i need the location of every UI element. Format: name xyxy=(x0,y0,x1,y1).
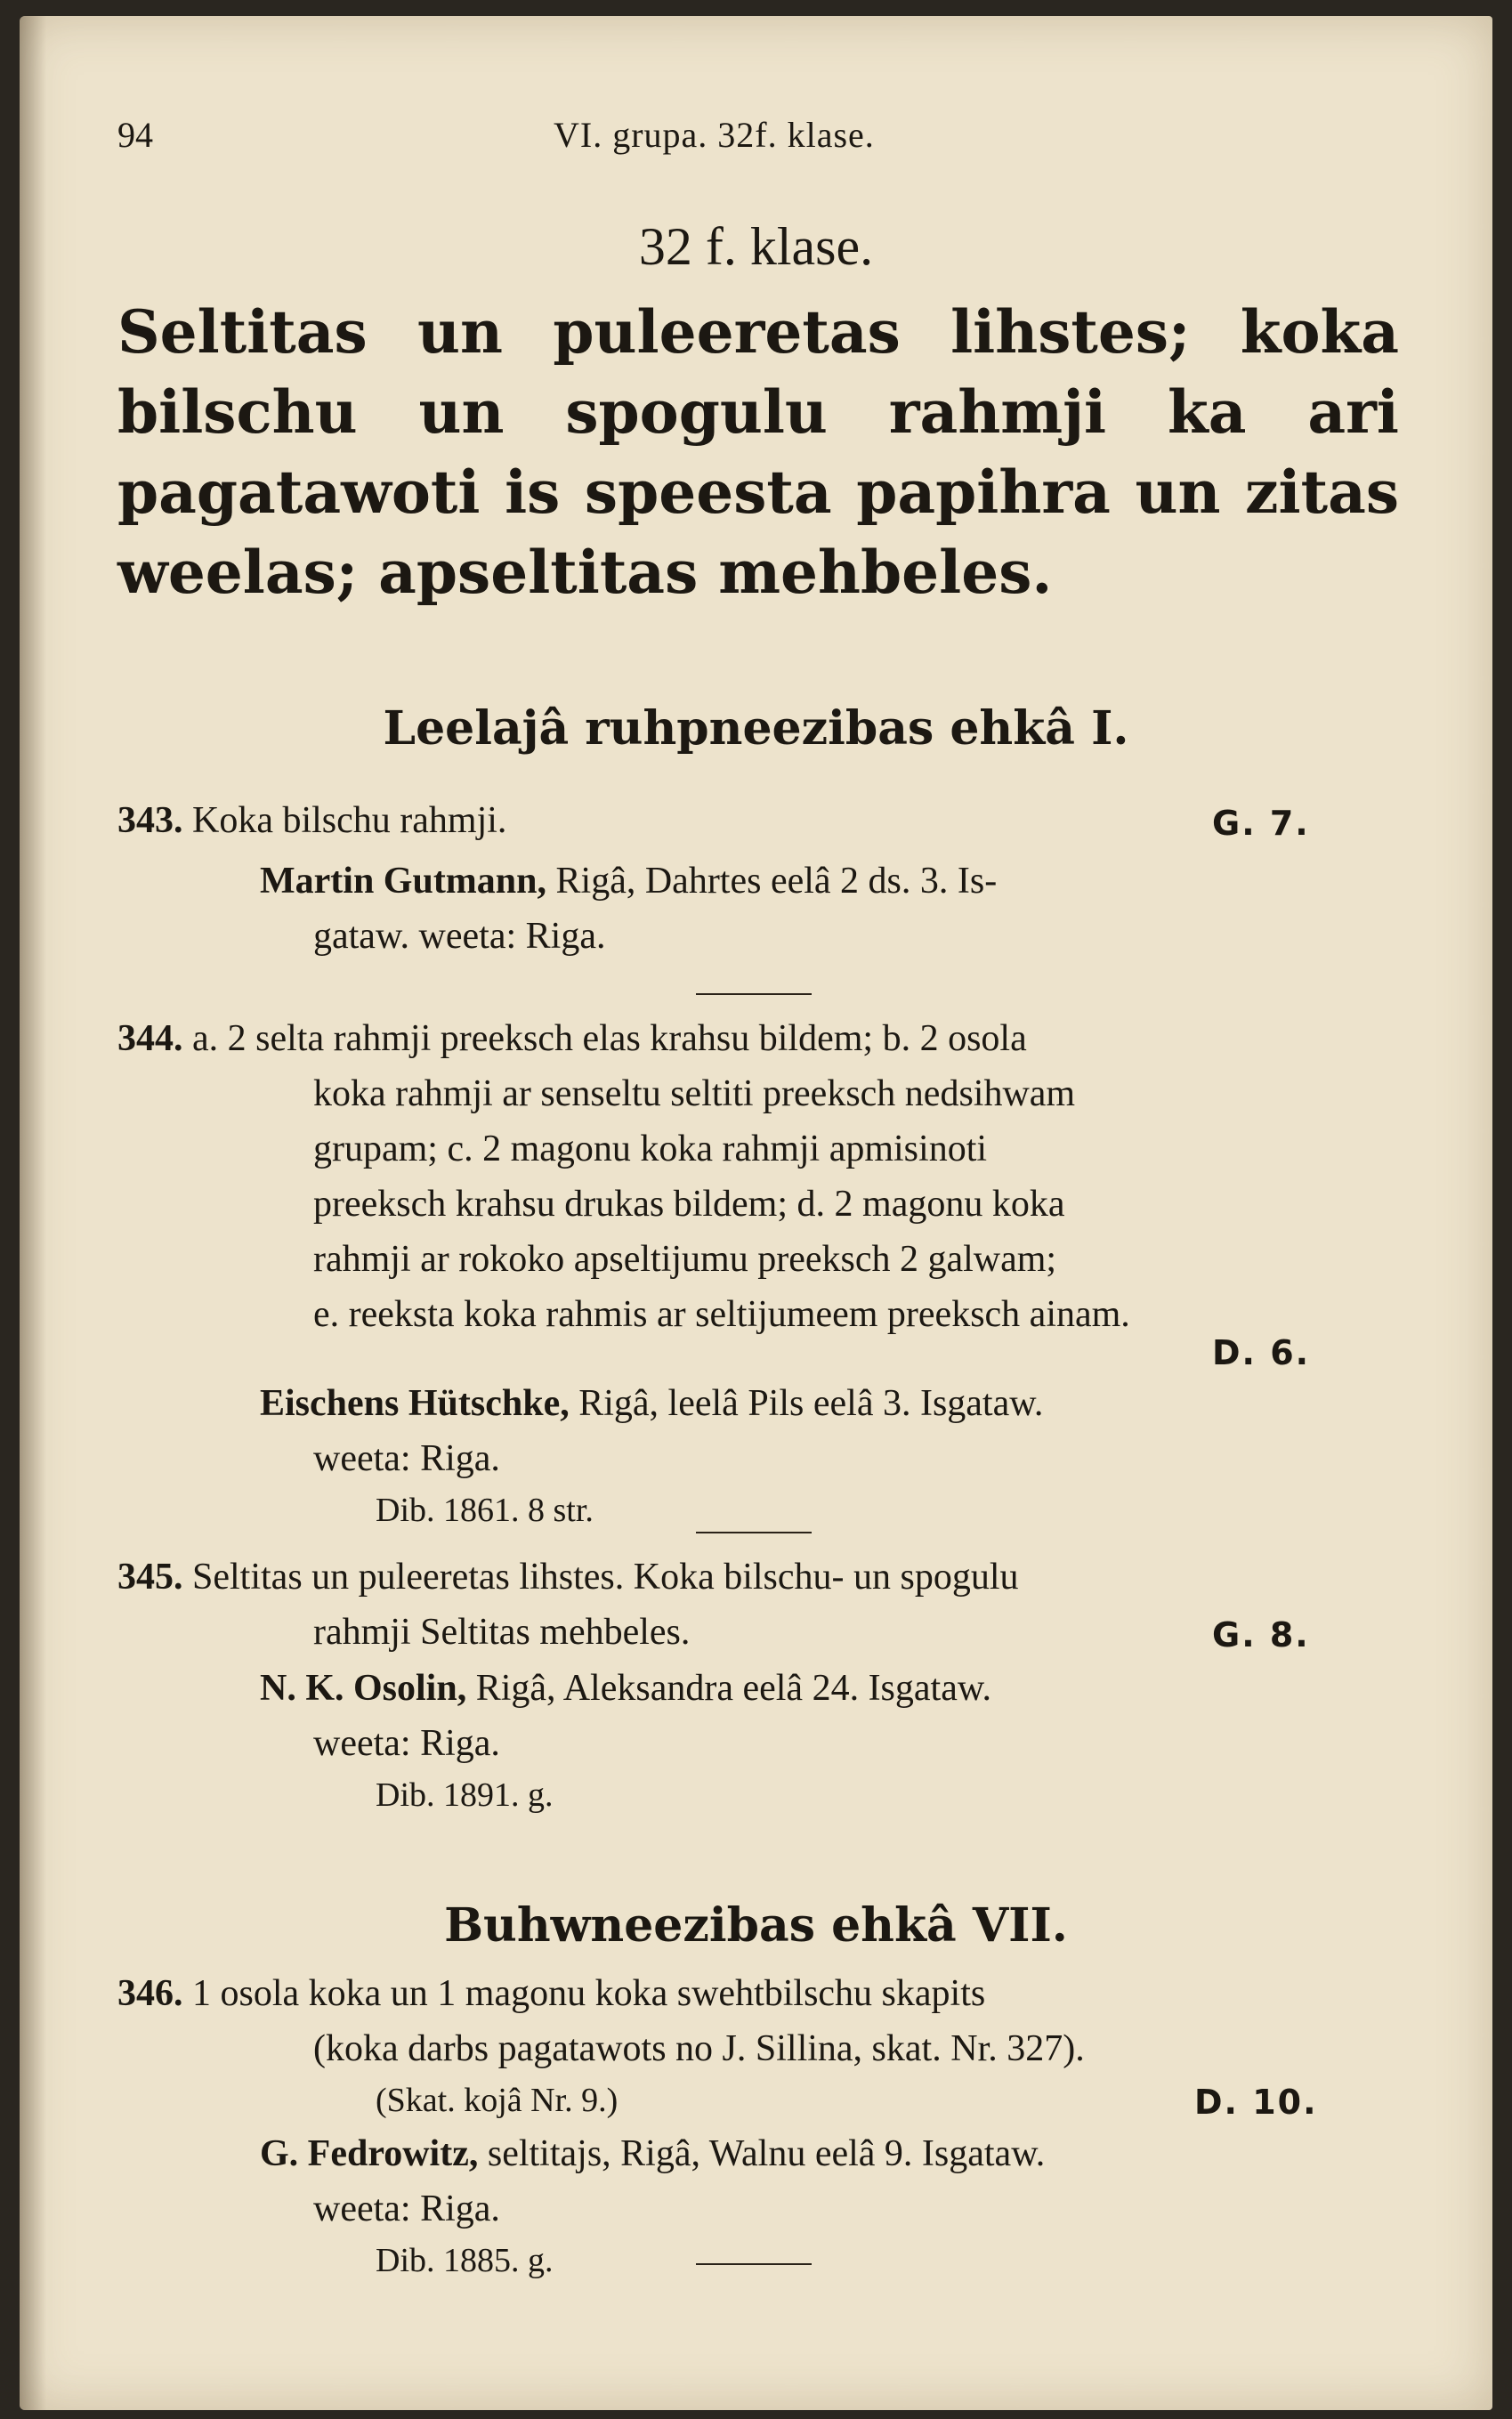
entry-343-line1 xyxy=(117,799,506,842)
page-number: 94 xyxy=(117,115,153,155)
main-title: Seltitas un puleeretas lihstes; koka bilschu un spogulu rahmji ka ari pagatawoti is speesta papihra un zitas weelas; apseltitas mehbeles. xyxy=(117,297,1399,607)
entry-343-line3: gataw. weeta: Riga. xyxy=(313,916,606,957)
exhibitor-name: Eischens Hütschke, xyxy=(260,1383,570,1424)
entry-number: 344. xyxy=(117,1018,183,1059)
entry-346-grade: D. 10. xyxy=(1194,2083,1318,2122)
class-heading: 32 f. klase. xyxy=(638,217,874,276)
entry-345-line1 xyxy=(117,1556,1019,1598)
entry-346-line1 xyxy=(117,1972,985,2015)
section-heading-1: Leelajâ ruhpneezibas ehkâ I. xyxy=(383,701,1129,756)
running-title: VI. grupa. 32f. klase. xyxy=(554,115,875,155)
entry-343-grade: G. 7. xyxy=(1212,804,1310,843)
entry-343-line2 xyxy=(260,860,997,902)
entry-344-line5: rahmji ar rokoko apseltijumu preeksch 2 galwam; xyxy=(313,1239,1057,1280)
entry-345-line2: rahmji Seltitas mehbeles. xyxy=(313,1612,691,1653)
entry-divider xyxy=(696,993,812,995)
entry-divider xyxy=(696,1532,812,1533)
entry-344-address-line: weeta: Riga. xyxy=(313,1438,500,1479)
entry-number: 343. xyxy=(117,800,183,841)
entry-345-note: Dib. 1891. g. xyxy=(376,1776,554,1814)
entry-346-address-line: weeta: Riga. xyxy=(313,2188,500,2229)
entry-346-exhibitor-line xyxy=(260,2132,1045,2175)
exhibitor-address: Rigâ, Dahrtes eelâ 2 ds. 3. Is- xyxy=(555,861,998,902)
catalog-page xyxy=(20,16,1492,2410)
exhibitor-address: Rigâ, Aleksandra eelâ 24. Isgataw. xyxy=(475,1668,991,1709)
entry-description: Koka bilschu rahmji. xyxy=(192,800,507,841)
exhibitor-address: seltitajs, Rigâ, Walnu eelâ 9. Isgataw. xyxy=(487,2133,1046,2174)
entry-346-line2: (koka darbs pagatawots no J. Sillina, skat. Nr. 327). xyxy=(313,2028,1085,2069)
entry-description: 1 osola koka un 1 magonu koka swehtbilschu skapits xyxy=(192,1973,986,2014)
entry-344-line3: grupam; c. 2 magonu koka rahmji apmisinoti xyxy=(313,1129,988,1169)
entry-344-exhibitor-line xyxy=(260,1382,1043,1425)
entry-description: a. 2 selta rahmji preeksch elas krahsu bildem; b. 2 osola xyxy=(192,1018,1027,1059)
entry-344-line6: e. reeksta koka rahmis ar seltijumeem preeksch ainam. xyxy=(313,1294,1130,1335)
entry-number: 345. xyxy=(117,1557,183,1598)
entry-345-grade: G. 8. xyxy=(1212,1615,1310,1654)
entry-344-grade: D. 6. xyxy=(1212,1333,1311,1372)
exhibitor-address: Rigâ, leelâ Pils eelâ 3. Isgataw. xyxy=(578,1383,1044,1424)
entry-description: Seltitas un puleeretas lihstes. Koka bilschu- un spogulu xyxy=(192,1557,1019,1598)
page-spine-shadow xyxy=(20,16,46,2410)
entry-346-note: Dib. 1885. g. xyxy=(376,2242,554,2279)
exhibitor-name: N. K. Osolin, xyxy=(260,1668,467,1709)
entry-346-cross-ref: (Skat. kojâ Nr. 9.) xyxy=(376,2082,619,2119)
entry-divider xyxy=(696,2263,812,2265)
section-heading-2: Buhwneezibas ehkâ VII. xyxy=(444,1898,1068,1953)
entry-344-line1 xyxy=(117,1017,1027,1060)
entry-345-address-line: weeta: Riga. xyxy=(313,1723,500,1764)
running-head xyxy=(20,114,1492,167)
entry-345-exhibitor-line xyxy=(260,1667,991,1710)
exhibitor-name: G. Fedrowitz, xyxy=(260,2133,479,2174)
exhibitor-name: Martin Gutmann, xyxy=(260,861,547,902)
entry-number: 346. xyxy=(117,1973,183,2014)
entry-344-line2: koka rahmji ar senseltu seltiti preeksch nedsihwam xyxy=(313,1073,1076,1114)
entry-344-note: Dib. 1861. 8 str. xyxy=(376,1492,594,1529)
entry-344-line4: preeksch krahsu drukas bildem; d. 2 magonu koka xyxy=(313,1184,1065,1225)
